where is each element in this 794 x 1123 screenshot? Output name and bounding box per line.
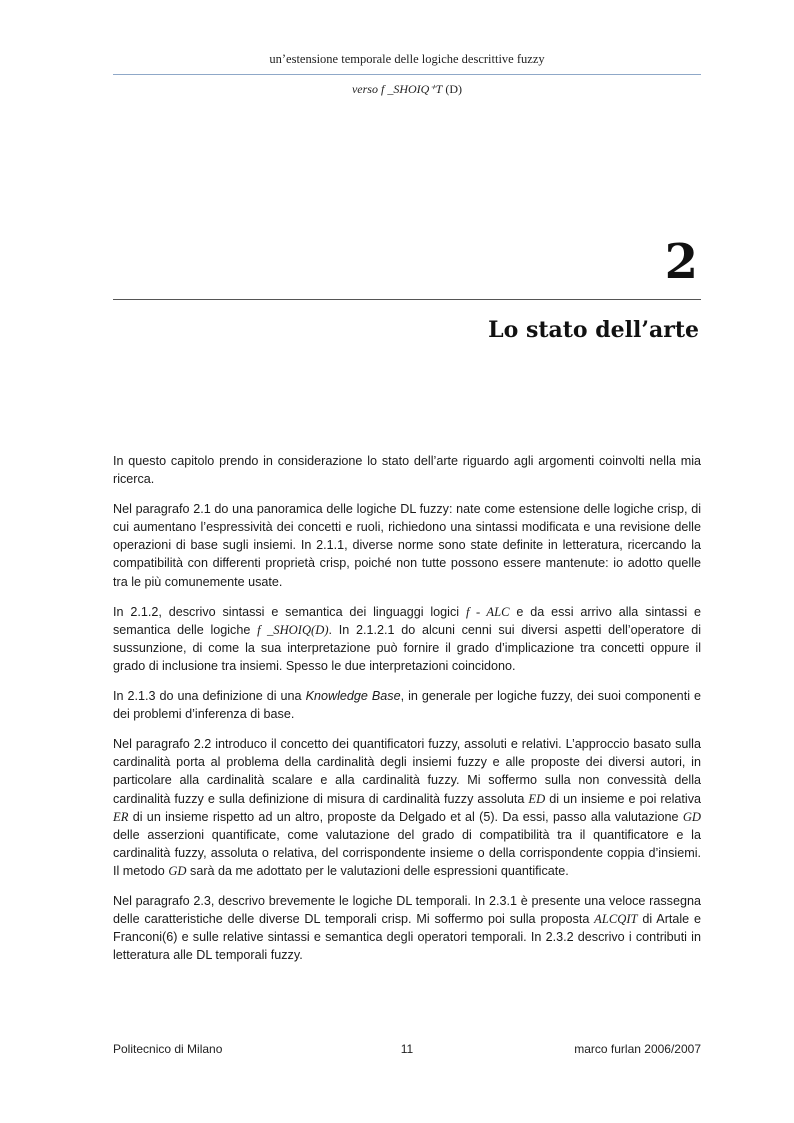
paragraph-2-1-2: [113, 603, 701, 675]
body-text: [113, 452, 701, 976]
math-gd: GD: [168, 863, 187, 878]
text-span: Nel paragrafo 2.2 introduco il concetto dei quantificatori fuzzy, assoluti e relativi. L’approccio basato sulla cardinalità porta al problema della cardinalità degli insiemi fuzzy e alle proposte dei diversi autori, in particolare alla cardinalità scalare e alla cardinalità fuzzy. Mi soffermo sulla non convessità della cardinalità fuzzy e sulla definizione di misura di cardinalità fuzzy assoluta: [113, 737, 701, 806]
math-er: ER: [113, 809, 129, 824]
text-span: delle asserzioni quantificate, come valutazione del grado di compatibilità tra il quantificatore e la cardinalità fuzzy, assoluta o relativa, del corrispondente insieme o della corrispondente coppia d’insiemi. Il metodo: [113, 827, 701, 878]
math-ed: ED: [528, 791, 546, 806]
text-span: . In 2.1.2.1 do alcuni cenni sui diversi aspetti dell’operatore di sussunzione, di come la sua interpretazione può fornire il grado d’implicazione tra concetti oppure il grado di inclusione tra insiemi. Spesso le due interpretazioni coincidono.: [113, 622, 702, 673]
subheader-suffix: (D): [445, 82, 462, 96]
text-span: In 2.1.3 do una definizione di una: [113, 689, 302, 704]
text-span: di un insieme rispetto ad un altro, proposte da Delgado et al (5). Da essi, passo alla valutazione: [132, 809, 679, 824]
math-gd: GD: [682, 809, 702, 824]
text-span: di un insieme e poi relativa: [549, 791, 702, 806]
text-span: Nel paragrafo 2.3, descrivo brevemente le logiche DL temporali. In 2.3.1 è presente una veloce rassegna delle caratteristiche delle diverse DL temporali crisp. Mi soffermo poi sulla proposta: [113, 893, 701, 927]
text-span: , in generale per logiche fuzzy, dei suoi componenti e dei problemi d’inferenza di base.: [113, 689, 701, 722]
chapter-title: Lo stato dell’arte: [488, 317, 699, 343]
paragraph-2-1: Nel paragrafo 2.1 do una panoramica delle logiche DL fuzzy: nate come estensione delle logiche crisp, di cui aumentano l’espressività dei concetti e ruoli, richiedono una sintassi modificata e una revisione delle operazioni di base sugli insiemi. In 2.1.1, diverse norme sono state definite in letteratura, ricercando la compatibilità con differenti proprietà crisp, poiché non tutte possono essere mantenute: io adotto quelle tra le più comunemente usate.: [113, 502, 701, 589]
header-rule: [113, 74, 701, 75]
text-span: e da essi arrivo alla sintassi e semantica delle logiche: [113, 604, 702, 637]
math-f-shoiq: f _SHOIQ(D): [257, 622, 329, 637]
paragraph-2-2: [113, 735, 701, 880]
chapter-rule: [113, 299, 701, 300]
paragraph-2-3: [113, 892, 701, 964]
paragraph-intro: In questo capitolo prendo in considerazione lo stato dell’arte riguardo agli argomenti coinvolti nella mia ricerca.: [113, 454, 701, 487]
running-subheader: [113, 82, 701, 97]
text-span: sarà da me adottato per le valutazioni delle espressioni quantificate.: [190, 863, 569, 878]
footer-author: marco furlan 2006/2007: [574, 1042, 701, 1056]
math-alcqit: ALCQIT: [594, 912, 638, 927]
chapter-number: 2: [664, 234, 698, 290]
footer-institution: Politecnico di Milano: [113, 1042, 223, 1056]
page-number: 11: [400, 1042, 414, 1056]
text-span: In 2.1.2, descrivo sintassi e semantica dei linguaggi logici: [113, 604, 460, 619]
knowledge-base-term: Knowledge Base: [305, 689, 401, 704]
subheader-logic: f _SHOIQ⁺T: [380, 82, 443, 96]
text-span: di Artale e Franconi(6) e sulle relative sintassi e semantica degli operatori temporali. In 2.3.2 descrivo i contributi in letteratura alle DL temporali fuzzy.: [113, 912, 701, 963]
running-header: un’estensione temporale delle logiche descrittive fuzzy: [269, 52, 545, 66]
math-f-alc: f - ALC: [465, 604, 510, 619]
subheader-prefix: verso: [351, 82, 378, 96]
paragraph-2-1-3: [113, 687, 701, 723]
